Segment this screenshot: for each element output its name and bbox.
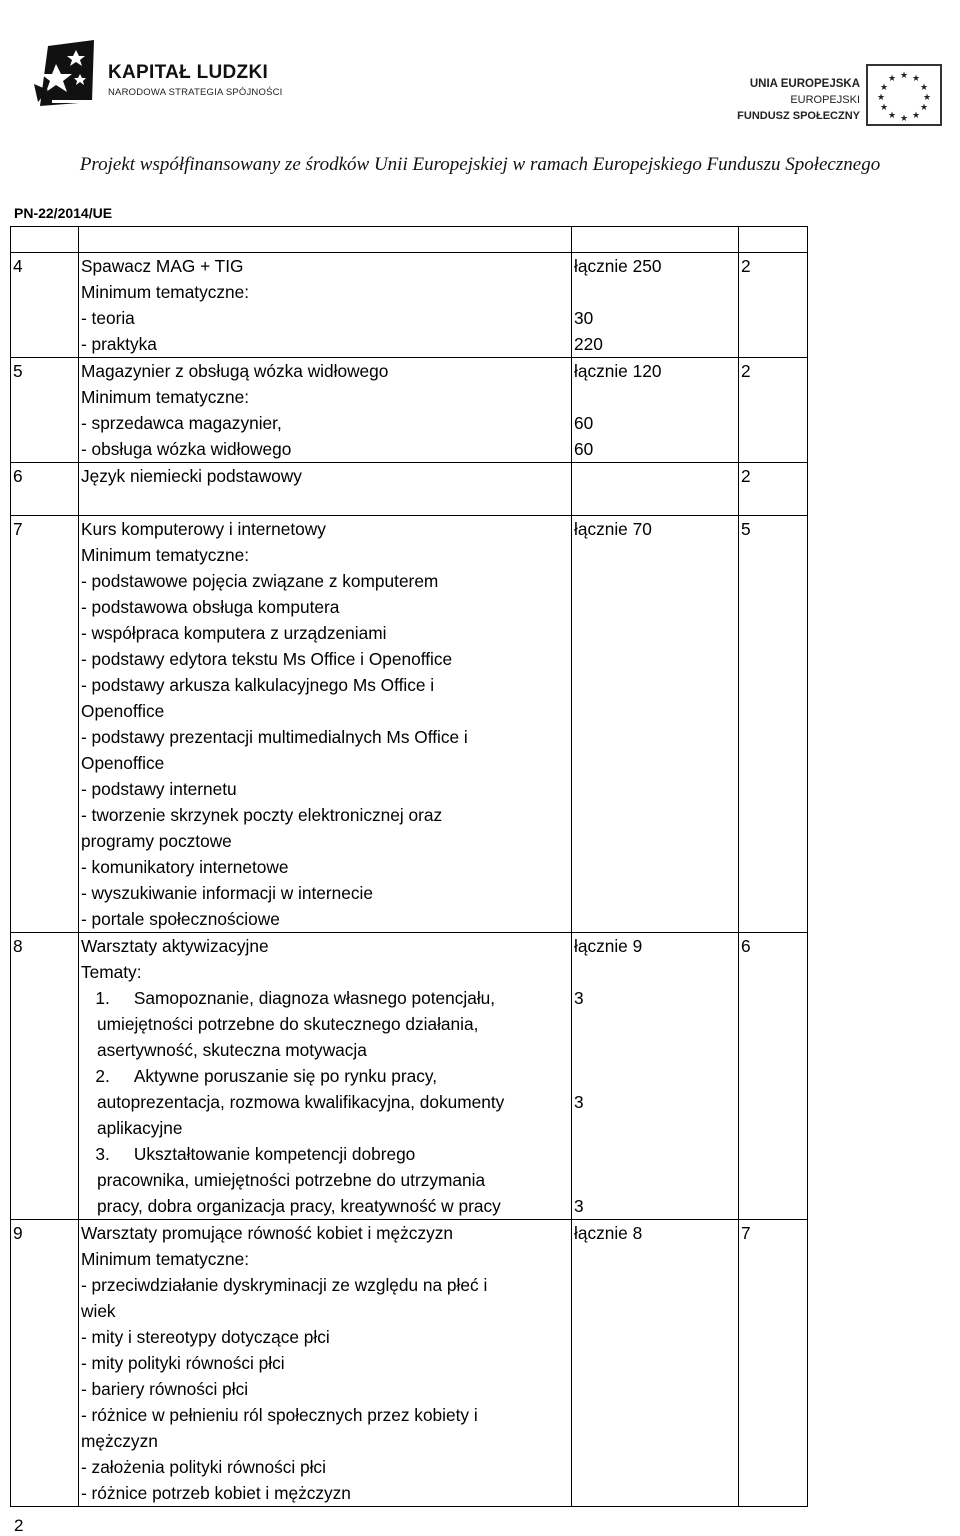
row-number: 7 xyxy=(11,516,79,933)
course-title: Język niemiecki podstawowy xyxy=(81,466,302,486)
topic-item: 2. Aktywne poruszanie się po rynku pracy, xyxy=(95,1066,438,1086)
participant-count: 6 xyxy=(739,933,808,1220)
kapital-ludzki-logo xyxy=(34,40,294,112)
topic-item: 1. Samopoznanie, diagnoza własnego potencjału, xyxy=(95,988,496,1008)
svg-text:★: ★ xyxy=(879,103,889,113)
svg-text:★: ★ xyxy=(887,74,897,84)
svg-text:★: ★ xyxy=(899,114,909,124)
participant-count: 2 xyxy=(739,358,808,463)
course-hours xyxy=(572,463,739,516)
kapital-ludzki-name: KAPITAŁ LUDZKI xyxy=(108,62,269,83)
table-header-cell xyxy=(739,227,808,253)
course-title: Magazynier z obsługą wózka widłowego xyxy=(81,361,389,381)
topics-label: Tematy: xyxy=(81,962,142,982)
course-title: Warsztaty promujące równość kobiet i mężczyzn xyxy=(81,1223,453,1243)
row-number: 9 xyxy=(11,1220,79,1507)
eu-flag-icon xyxy=(866,64,942,126)
svg-text:★: ★ xyxy=(887,111,897,121)
course-description: Warsztaty promujące równość kobiet i mężczyzn Minimum tematyczne: - przeciwdziałanie dyskryminacji ze względu na płeć i wiek - mity i stereotypy dotyczące płci - mity polityki równości płci - bariery równości płci - różnice w pełnieniu ról społecznych przez kobiety i mężczyzn - założenia polityki równości płci - różnice potrzeb kobiet i mężczyzn xyxy=(79,1220,572,1507)
kapital-ludzki-subtitle: NARODOWA STRATEGIA SPÓJNOŚCI xyxy=(108,87,283,98)
row-number: 4 xyxy=(11,253,79,358)
row-number: 6 xyxy=(11,463,79,516)
table-row xyxy=(11,933,808,1220)
course-hours: łącznie 120 60 60 xyxy=(572,358,739,463)
row-number: 8 xyxy=(11,933,79,1220)
eu-logo-line1: UNIA EUROPEJSKA xyxy=(749,78,860,90)
course-description: Spawacz MAG + TIG Minimum tematyczne: - teoria - praktyka xyxy=(79,253,572,358)
course-description: Magazynier z obsługą wózka widłowego Minimum tematyczne: - sprzedawca magazynier, - obsługa wózka widłowego xyxy=(79,358,572,463)
topic-item: 3. Ukształtowanie kompetencji dobrego xyxy=(95,1144,416,1164)
svg-text:★: ★ xyxy=(919,83,929,93)
kapital-ludzki-emblem-icon xyxy=(34,40,100,110)
table-row xyxy=(11,463,808,516)
course-title: Spawacz MAG + TIG xyxy=(81,256,244,276)
page-number: 2 xyxy=(14,1516,24,1535)
course-description: Kurs komputerowy i internetowy Minimum tematyczne: - podstawowe pojęcia związane z komputerem - podstawowa obsługa komputera - współpraca komputera z urządzeniami - podstawy edytora tekstu Ms Office i Openoffice - podstawy arkusza kalkulacyjnego Ms Office i Openoffice - podstawy prezentacji multimedialnych Ms Office i Openoffice - podstawy internetu - tworzenie skrzynek poczty elektronicznej oraz programy pocztowe - komunikatory internetowe - wyszukiwanie informacji w internecie - portale społecznościowe xyxy=(79,516,572,933)
table-row xyxy=(11,358,808,463)
svg-text:★: ★ xyxy=(922,93,932,103)
table-header-cell xyxy=(79,227,572,253)
table-header-cell xyxy=(11,227,79,253)
participant-count: 5 xyxy=(739,516,808,933)
course-title: Kurs komputerowy i internetowy xyxy=(81,519,326,539)
eu-efs-logo xyxy=(736,48,948,130)
row-number: 5 xyxy=(11,358,79,463)
svg-text:★: ★ xyxy=(919,103,929,113)
document-reference: PN-22/2014/UE xyxy=(14,205,113,221)
eu-logo-line2: EUROPEJSKI xyxy=(790,94,860,106)
participant-count: 2 xyxy=(739,253,808,358)
svg-text:★: ★ xyxy=(879,83,889,93)
course-title: Warsztaty aktywizacyjne xyxy=(81,936,269,956)
svg-text:★: ★ xyxy=(911,74,921,84)
course-hours: łącznie 8 xyxy=(572,1220,739,1507)
course-description: Warsztaty aktywizacyjne Tematy: 1. Samopoznanie, diagnoza własnego potencjału, umiejętności potrzebne do skutecznego działania, asertywność, skuteczna motywacja 2. Aktywne poruszanie się po rynku pracy, autoprezentacja, rozmowa kwalifikacyjna, dokumenty aplikacyjne 3. Ukształtowanie kompetencji dobrego pracownika, umiejętności potrzebne do utrzymania pracy, dobra organizacja pracy, kreatywność w pracy xyxy=(79,933,572,1220)
course-hours: łącznie 250 30 220 xyxy=(572,253,739,358)
table-row xyxy=(11,1220,808,1507)
table-header-row xyxy=(11,227,808,253)
project-cofinancing-line: Projekt współfinansowany ze środków Unii Europejskiej w ramach Europejskiego Funduszu Społecznego xyxy=(79,154,881,175)
course-description xyxy=(79,463,572,516)
participant-count: 7 xyxy=(739,1220,808,1507)
table-row xyxy=(11,516,808,933)
eu-logo-text xyxy=(736,76,860,124)
svg-text:★: ★ xyxy=(876,93,886,103)
svg-text:★: ★ xyxy=(899,71,909,81)
participant-count: 2 xyxy=(739,463,808,516)
table-header-cell xyxy=(572,227,739,253)
table-row xyxy=(11,253,808,358)
eu-logo-line3: FUNDUSZ SPOŁECZNY xyxy=(737,110,860,122)
course-hours: łącznie 70 xyxy=(572,516,739,933)
course-hours: łącznie 9 3 3 3 xyxy=(572,933,739,1220)
svg-text:★: ★ xyxy=(911,111,921,121)
training-table xyxy=(10,226,808,1507)
